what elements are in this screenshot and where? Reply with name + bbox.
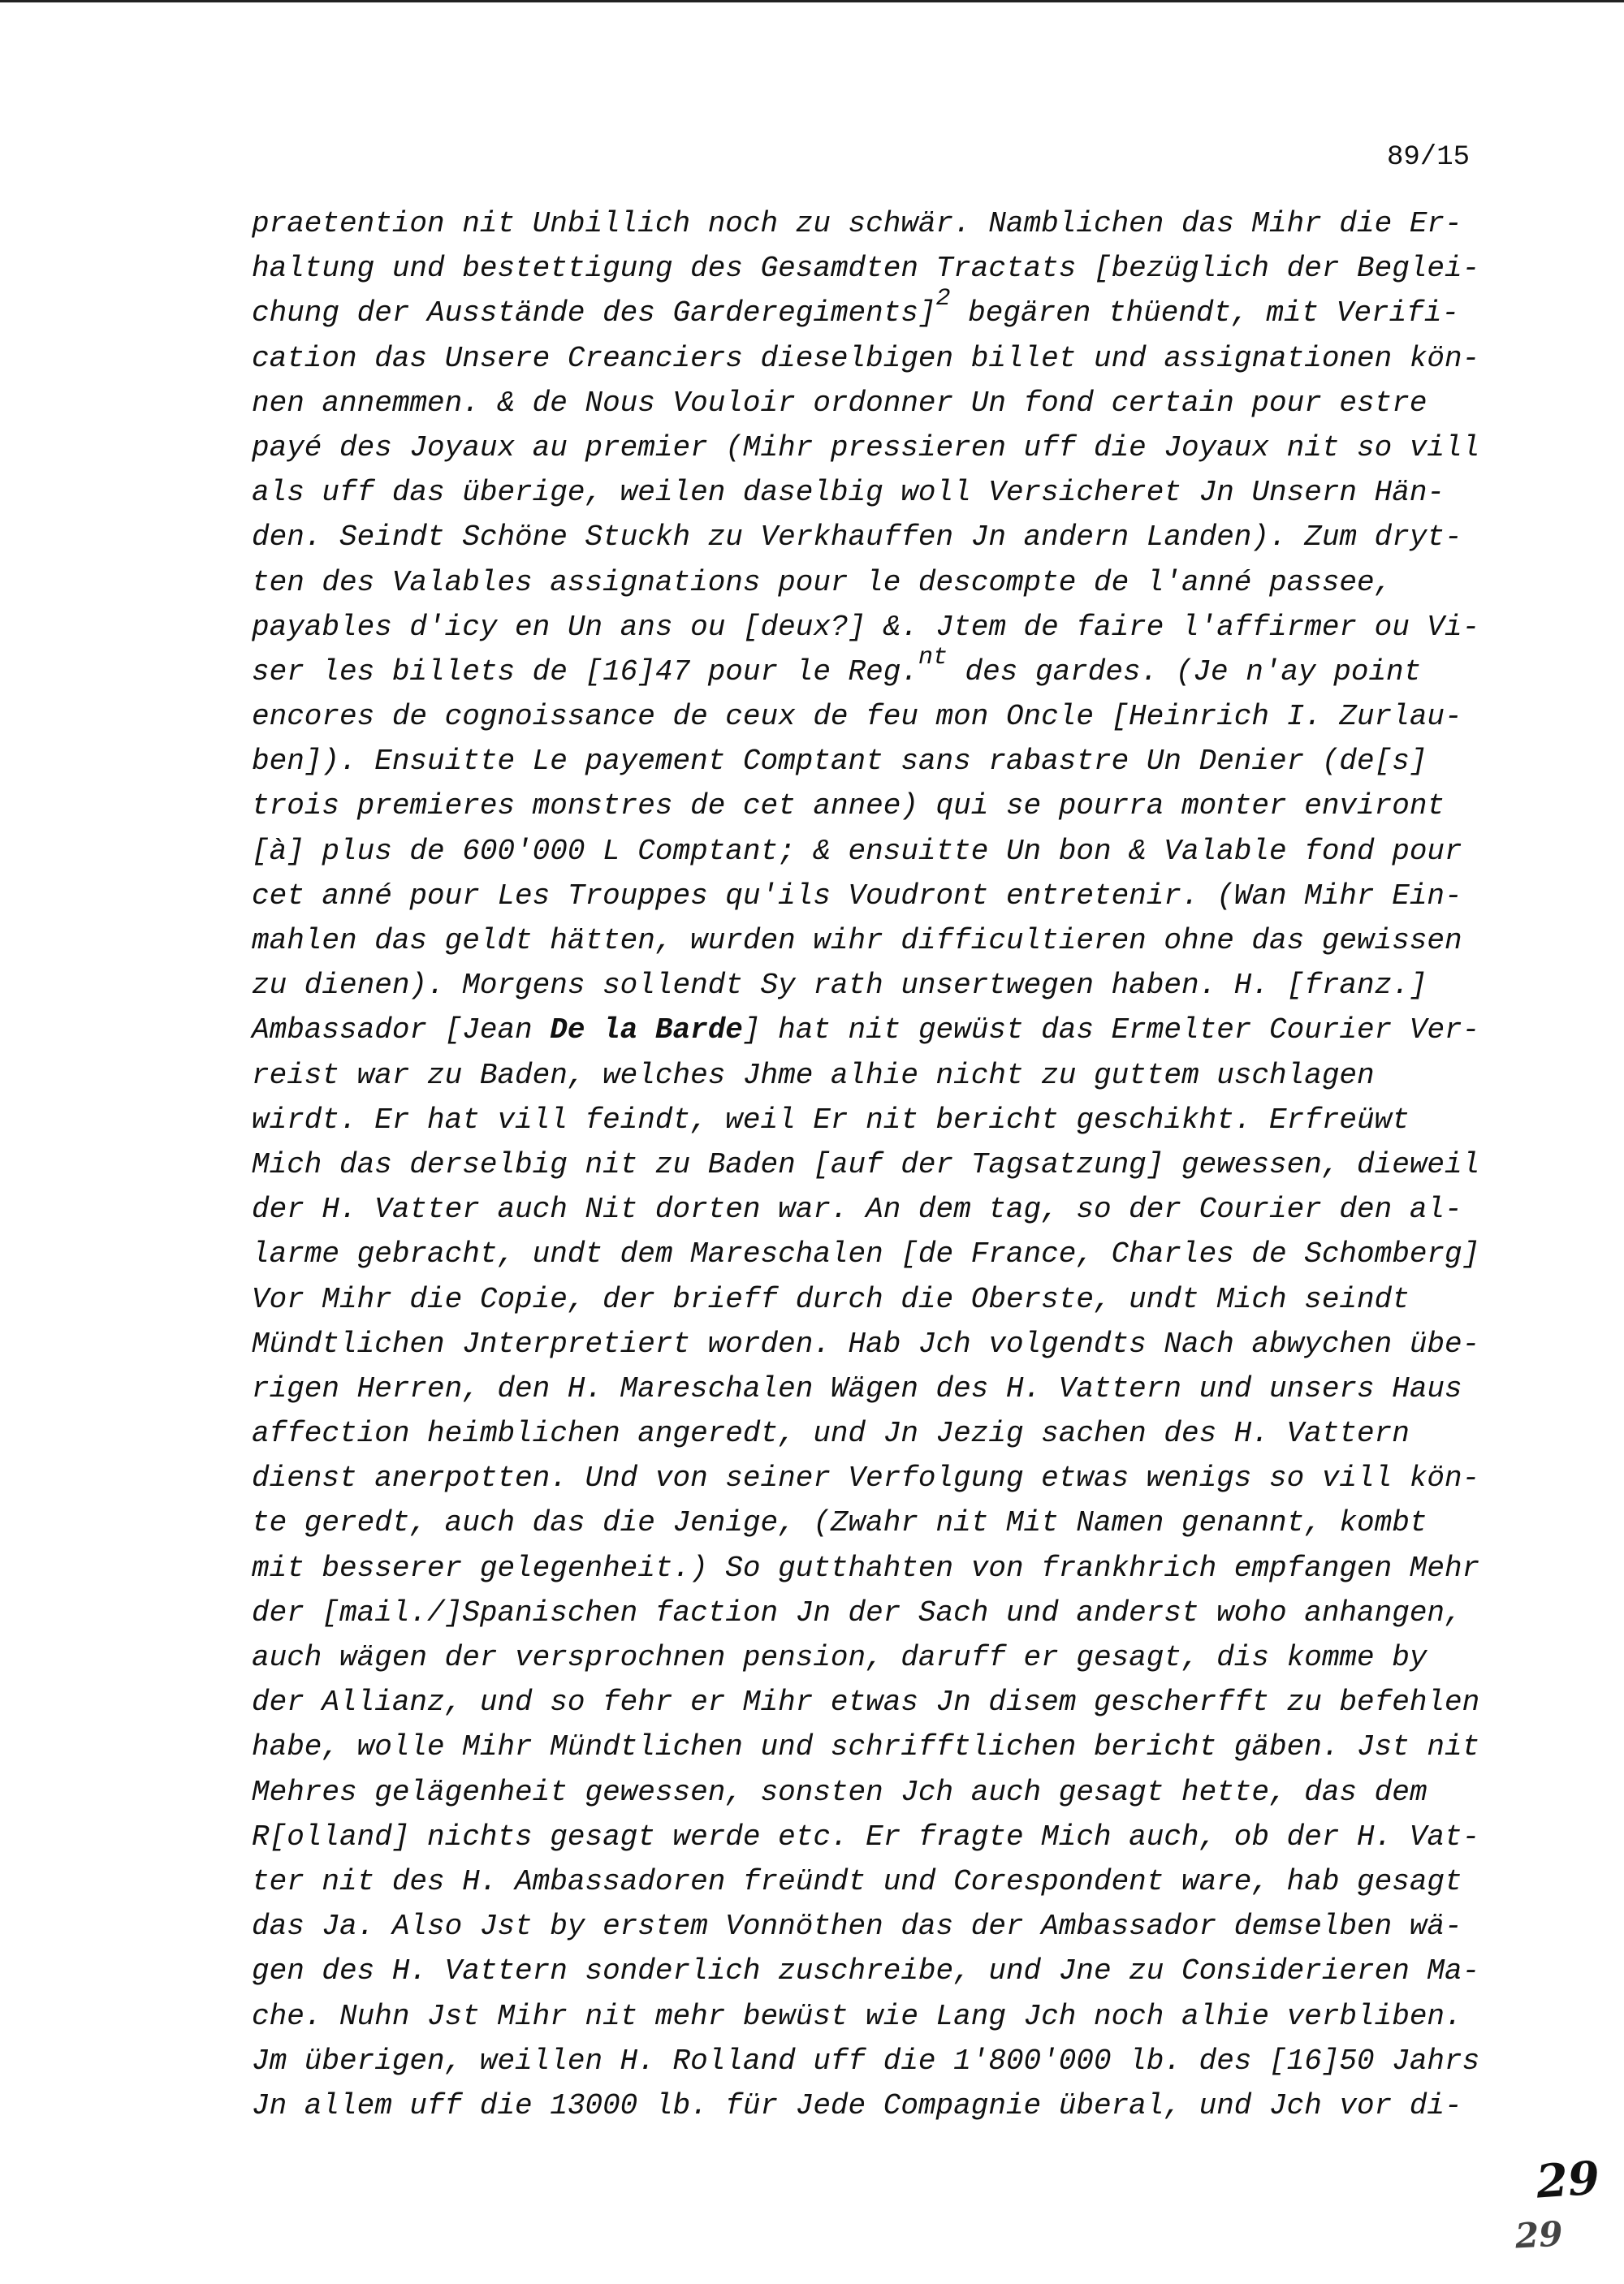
text-line xyxy=(252,694,1502,739)
folio-stamp-faint: 29 xyxy=(1514,2213,1564,2256)
text-line xyxy=(252,739,1502,784)
text-line xyxy=(252,874,1502,918)
text-segment: der [mail./]Spanischen faction Jn der Sach und anderst woho anhangen, xyxy=(252,1595,1462,1630)
text-segment: den. Seindt Schöne Stuckh zu Verkhauffen Jn andern Landen). Zum dryt- xyxy=(252,520,1462,555)
transcription-body xyxy=(252,201,1502,2128)
text-line xyxy=(252,1770,1502,1815)
text-segment: cation das Unsere Creanciers dieselbigen billet und assignationen kön- xyxy=(252,341,1480,375)
text-segment: Ambassador [Jean xyxy=(252,1013,551,1047)
text-line xyxy=(252,1411,1502,1456)
text-line xyxy=(252,2039,1502,2083)
text-segment: Jm überigen, weillen H. Rolland uff die 1'800'000 lb. des [16]50 Jahrs xyxy=(252,2044,1480,2078)
text-segment: zu dienen). Morgens sollendt Sy rath unsertwegen haben. H. [franz.] xyxy=(252,969,1427,1003)
text-segment: ten des Valables assignations pour le descompte de l'anné passee, xyxy=(252,565,1393,599)
text-line xyxy=(252,829,1502,874)
text-line xyxy=(252,1725,1502,1769)
text-line xyxy=(252,1591,1502,1635)
text-segment: auch wägen der versprochnen pension, daruff er gesagt, dis komme by xyxy=(252,1641,1427,1674)
text-line xyxy=(252,605,1502,650)
text-segment: der H. Vatter auch Nit dorten war. An dem tag, so der Courier den al- xyxy=(252,1193,1462,1227)
text-line xyxy=(252,1187,1502,1232)
text-segment: gen des H. Vattern sonderlich zuschreibe, und Jne zu Considerieren Ma- xyxy=(252,1954,1480,1988)
text-line xyxy=(252,201,1502,246)
text-segment: ] hat nit gewüst das Ermelter Courier Ver- xyxy=(742,1013,1480,1047)
text-segment: R[olland] nichts gesagt werde etc. Er fragte Mich auch, ob der H. Vat- xyxy=(252,1820,1480,1854)
text-line xyxy=(252,285,1502,335)
text-line xyxy=(252,381,1502,425)
text-segment: als uff das überige, weilen daselbig woll Versicheret Jn Unsern Hän- xyxy=(252,476,1445,510)
text-line xyxy=(252,918,1502,963)
text-line xyxy=(252,1635,1502,1680)
text-segment: chung der Ausstände des Garderegiments] xyxy=(252,296,936,330)
text-line xyxy=(252,515,1502,559)
text-line xyxy=(252,1949,1502,1993)
text-segment: ben]). Ensuitte Le payement Comptant sans rabastre Un Denier (de[s] xyxy=(252,745,1427,779)
footnote-marker: nt xyxy=(918,643,948,671)
text-segment: Mich das derselbig nit zu Baden [auf der Tagsatzung] gewessen, dieweil xyxy=(252,1147,1480,1181)
text-line xyxy=(252,1904,1502,1949)
text-segment: Vor Mihr die Copie, der brieff durch die Oberste, undt Mich seindt xyxy=(252,1282,1410,1316)
text-segment: mahlen das geldt hätten, wurden wihr difficultieren ohne das gewissen xyxy=(252,924,1462,957)
text-segment: habe, wolle Mihr Mündtlichen und schrifftlichen bericht gäben. Jst nit xyxy=(252,1730,1480,1764)
text-line xyxy=(252,643,1502,694)
text-line xyxy=(252,1815,1502,1859)
text-line xyxy=(252,1680,1502,1725)
bold-name: De la Barde xyxy=(550,1013,743,1047)
text-line xyxy=(252,1232,1502,1276)
folio-stamp: 29 xyxy=(1534,2151,1602,2209)
text-segment: nen annemmen. & de Nous Vouloir ordonner Un fond certain pour estre xyxy=(252,386,1427,420)
text-line xyxy=(252,425,1502,470)
text-segment: praetention nit Unbillich noch zu schwär. Namblichen das Mihr die Er- xyxy=(252,207,1462,240)
text-line xyxy=(252,1456,1502,1500)
text-segment: das Ja. Also Jst by erstem Vonnöthen das der Ambassador demselben wä- xyxy=(252,1910,1462,1944)
text-segment: Mündtlichen Jnterpretiert worden. Hab Jch volgendts Nach abwychen übe- xyxy=(252,1327,1480,1361)
text-segment: payables d'icy en Un ans ou [deux?] &. Jtem de faire l'affirmer ou Vi- xyxy=(252,610,1480,644)
text-line xyxy=(252,1098,1502,1142)
text-line xyxy=(252,336,1502,381)
top-border-line xyxy=(0,0,1624,2)
text-segment: begären thüendt, mit Verifi- xyxy=(950,296,1460,330)
text-line xyxy=(252,1994,1502,2039)
text-line xyxy=(252,1500,1502,1545)
text-segment: ser les billets de [16]47 pour le Reg. xyxy=(252,654,918,689)
text-segment: che. Nuhn Jst Mihr nit mehr bewüst wie Lang Jch noch alhie verbliben. xyxy=(252,1999,1462,2033)
text-segment: payé des Joyaux au premier (Mihr pressieren uff die Joyaux nit so vill xyxy=(252,430,1480,464)
text-segment: mit besserer gelegenheit.) So gutthahten von frankhrich empfangen Mehr xyxy=(252,1551,1480,1585)
text-segment: [à] plus de 600'000 L Comptant; & ensuitte Un bon & Valable fond pour xyxy=(252,834,1462,868)
text-segment: affection heimblichen angeredt, und Jn Jezig sachen des H. Vattern xyxy=(252,1417,1410,1451)
text-segment: der Allianz, und so fehr er Mihr etwas Jn disem gescherfft zu befehlen xyxy=(252,1686,1480,1720)
text-segment: Jn allem uff die 13000 lb. für Jede Compagnie überal, und Jch vor di- xyxy=(252,2088,1462,2122)
text-segment: rigen Herren, den H. Mareschalen Wägen des H. Vattern und unsers Haus xyxy=(252,1371,1462,1405)
text-segment: Mehres gelägenheit gewessen, sonsten Jch auch gesagt hette, das dem xyxy=(252,1775,1427,1809)
text-segment: haltung und bestettigung des Gesamdten Tractats [bezüglich der Beglei- xyxy=(252,252,1480,286)
text-line xyxy=(252,560,1502,605)
text-line xyxy=(252,1142,1502,1187)
footnote-marker: 2 xyxy=(935,285,951,313)
text-line xyxy=(252,1367,1502,1411)
text-segment: larme gebracht, undt dem Mareschalen [de France, Charles de Schomberg] xyxy=(252,1237,1480,1272)
text-line xyxy=(252,470,1502,515)
text-line xyxy=(252,1859,1502,1904)
text-segment: ter nit des H. Ambassadoren freündt und Corespondent ware, hab gesagt xyxy=(252,1864,1462,1898)
text-segment: cet anné pour Les Trouppes qu'ils Voudront entretenir. (Wan Mihr Ein- xyxy=(252,879,1462,913)
text-line xyxy=(252,784,1502,828)
text-line xyxy=(252,1322,1502,1367)
text-line xyxy=(252,1008,1502,1052)
text-segment: encores de cognoissance de ceux de feu mon Oncle [Heinrich I. Zurlau- xyxy=(252,700,1462,734)
text-line xyxy=(252,2083,1502,2128)
text-segment: te geredt, auch das die Jenige, (Zwahr nit Mit Namen genannt, kombt xyxy=(252,1506,1427,1540)
text-line xyxy=(252,246,1502,291)
text-line xyxy=(252,1546,1502,1591)
text-segment: wirdt. Er hat vill feindt, weil Er nit bericht geschikht. Erfreüwt xyxy=(252,1103,1410,1137)
text-line xyxy=(252,963,1502,1008)
text-segment: dienst anerpotten. Und von seiner Verfolgung etwas wenigs so vill kön- xyxy=(252,1462,1480,1496)
text-line xyxy=(252,1053,1502,1098)
text-line xyxy=(252,1277,1502,1322)
page-reference: 89/15 xyxy=(1387,142,1471,173)
text-segment: reist war zu Baden, welches Jhme alhie nicht zu guttem uschlagen xyxy=(252,1058,1375,1092)
text-segment: trois premieres monstres de cet annee) qui se pourra monter environt xyxy=(252,789,1445,823)
text-segment: des gardes. (Je n'ay point xyxy=(947,654,1422,689)
